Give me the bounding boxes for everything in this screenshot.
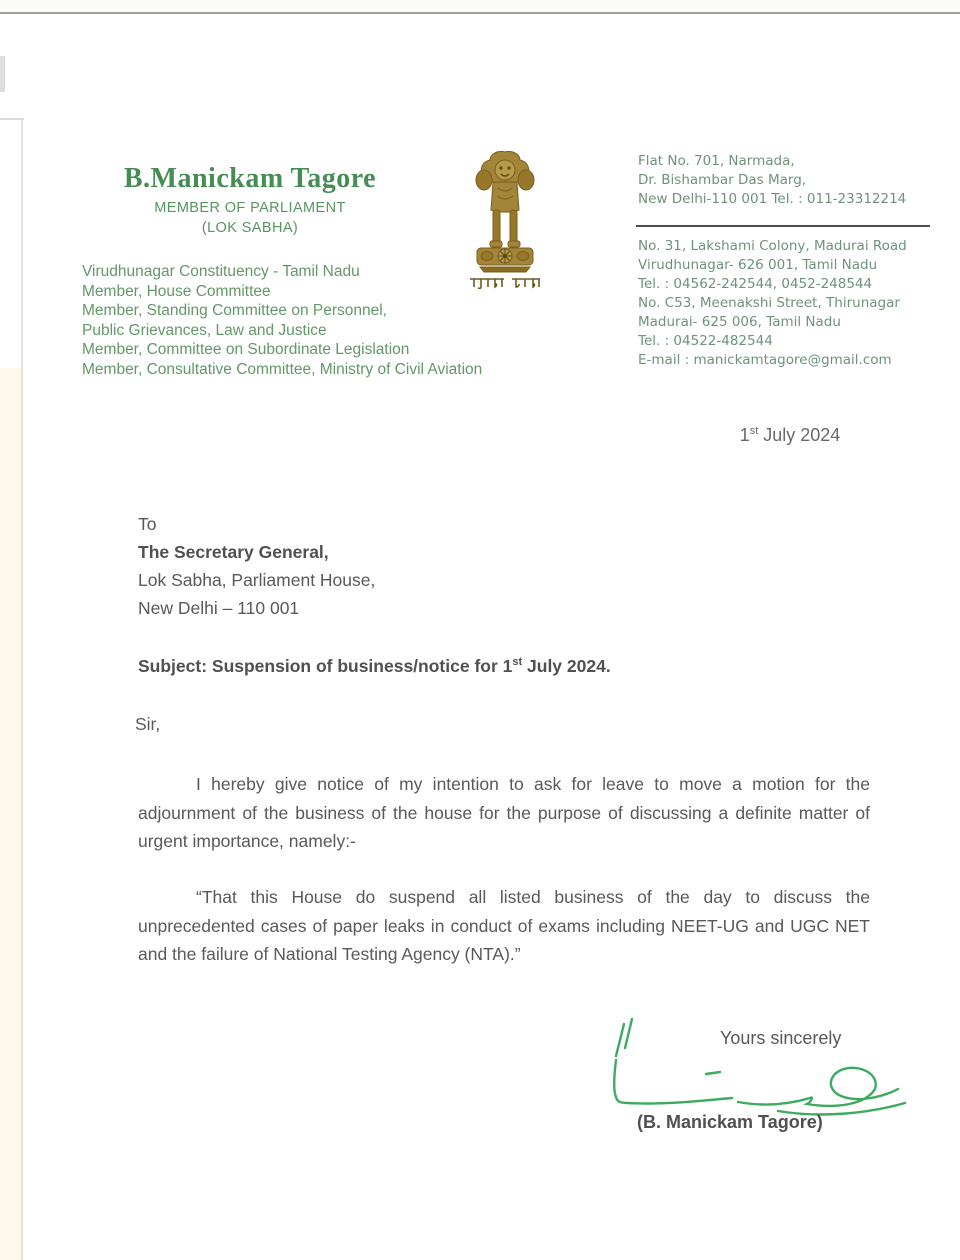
scan-edge-line [0, 12, 960, 14]
membership-item: Public Grievances, Law and Justice [82, 321, 327, 339]
address-line: New Delhi-110 001 Tel. : 011-23312214 [638, 191, 907, 207]
address-line: Flat No. 701, Narmada, [638, 153, 795, 169]
handwritten-signature [600, 1012, 910, 1124]
address-line: Virudhunagar- 626 001, Tamil Nadu [638, 257, 878, 273]
mp-title-house: (LOK SABHA) [201, 220, 299, 236]
address-line: No. 31, Lakshami Colony, Madurai Road [638, 238, 907, 254]
membership-item: Member, Committee on Subordinate Legislation [82, 341, 410, 359]
date-ordinal: st [749, 425, 759, 437]
recipient-block [138, 510, 375, 622]
scan-page-edge [0, 368, 21, 1260]
membership-item: Member, Consultative Committee, Ministry of Civil Aviation [82, 360, 483, 378]
subject-date: July 2024. [522, 656, 611, 676]
closing-phrase: Yours sincerely [720, 1028, 842, 1048]
body-paragraph-1: I hereby give notice of my intention to ask for leave to move a motion for the adjournment of the business of the house for the purpose of discussing a definite matter of urgent importance, namely:- [138, 774, 870, 851]
address-line: Tel. : 04522-482544 [638, 333, 773, 349]
subject-line [138, 656, 878, 677]
subject-ordinal: st [512, 656, 523, 669]
recipient-line: New Delhi – 110 001 [138, 598, 300, 618]
salutation: Sir, [135, 714, 161, 734]
signatory-name: (B. Manickam Tagore) [637, 1112, 823, 1132]
address-line: Tel. : 04562-242544, 0452-248544 [638, 276, 873, 292]
mp-name: B.Manickam Tagore [123, 163, 377, 194]
address-delhi [638, 152, 938, 209]
membership-item: Member, Standing Committee on Personnel, [82, 302, 387, 320]
scan-smudge [0, 56, 5, 92]
address-line: Madurai- 625 006, Tamil Nadu [638, 314, 841, 330]
scan-fold-line-vertical [21, 118, 23, 1260]
membership-item: Member, House Committee [82, 282, 271, 300]
address-divider [636, 225, 930, 227]
scan-fold-line-horizontal [0, 118, 24, 120]
address-line: Dr. Bishambar Das Marg, [638, 172, 807, 188]
body-paragraph-2: “That this House do suspend all listed business of the day to discuss the unprecedented cases of paper leaks in conduct of exams including NEET-UG and UGC NET and the failure of National Testing Agency (NTA).” [138, 887, 870, 964]
india-state-emblem-icon [460, 148, 550, 290]
mp-title: MEMBER OF PARLIAMENT [154, 200, 346, 216]
to-label: To [138, 514, 157, 534]
scan-edge-band [0, 0, 960, 12]
date-rest: July 2024 [758, 425, 841, 445]
recipient-line: Lok Sabha, Parliament House, [138, 570, 376, 590]
emblem-motto-icon [470, 279, 540, 288]
recipient-name: The Secretary General, [138, 542, 329, 562]
date-day: 1 [739, 425, 750, 445]
subject-text: Subject: Suspension of business/notice for 1 [138, 656, 513, 676]
address-line: No. C53, Meenakshi Street, Thirunagar [638, 295, 900, 311]
membership-item: Virudhunagar Constituency - Tamil Nadu [82, 263, 360, 280]
address-line: E-mail : manickamtagore@gmail.com [638, 352, 892, 368]
address-tamilnadu [638, 237, 938, 370]
letter-date [700, 425, 880, 446]
